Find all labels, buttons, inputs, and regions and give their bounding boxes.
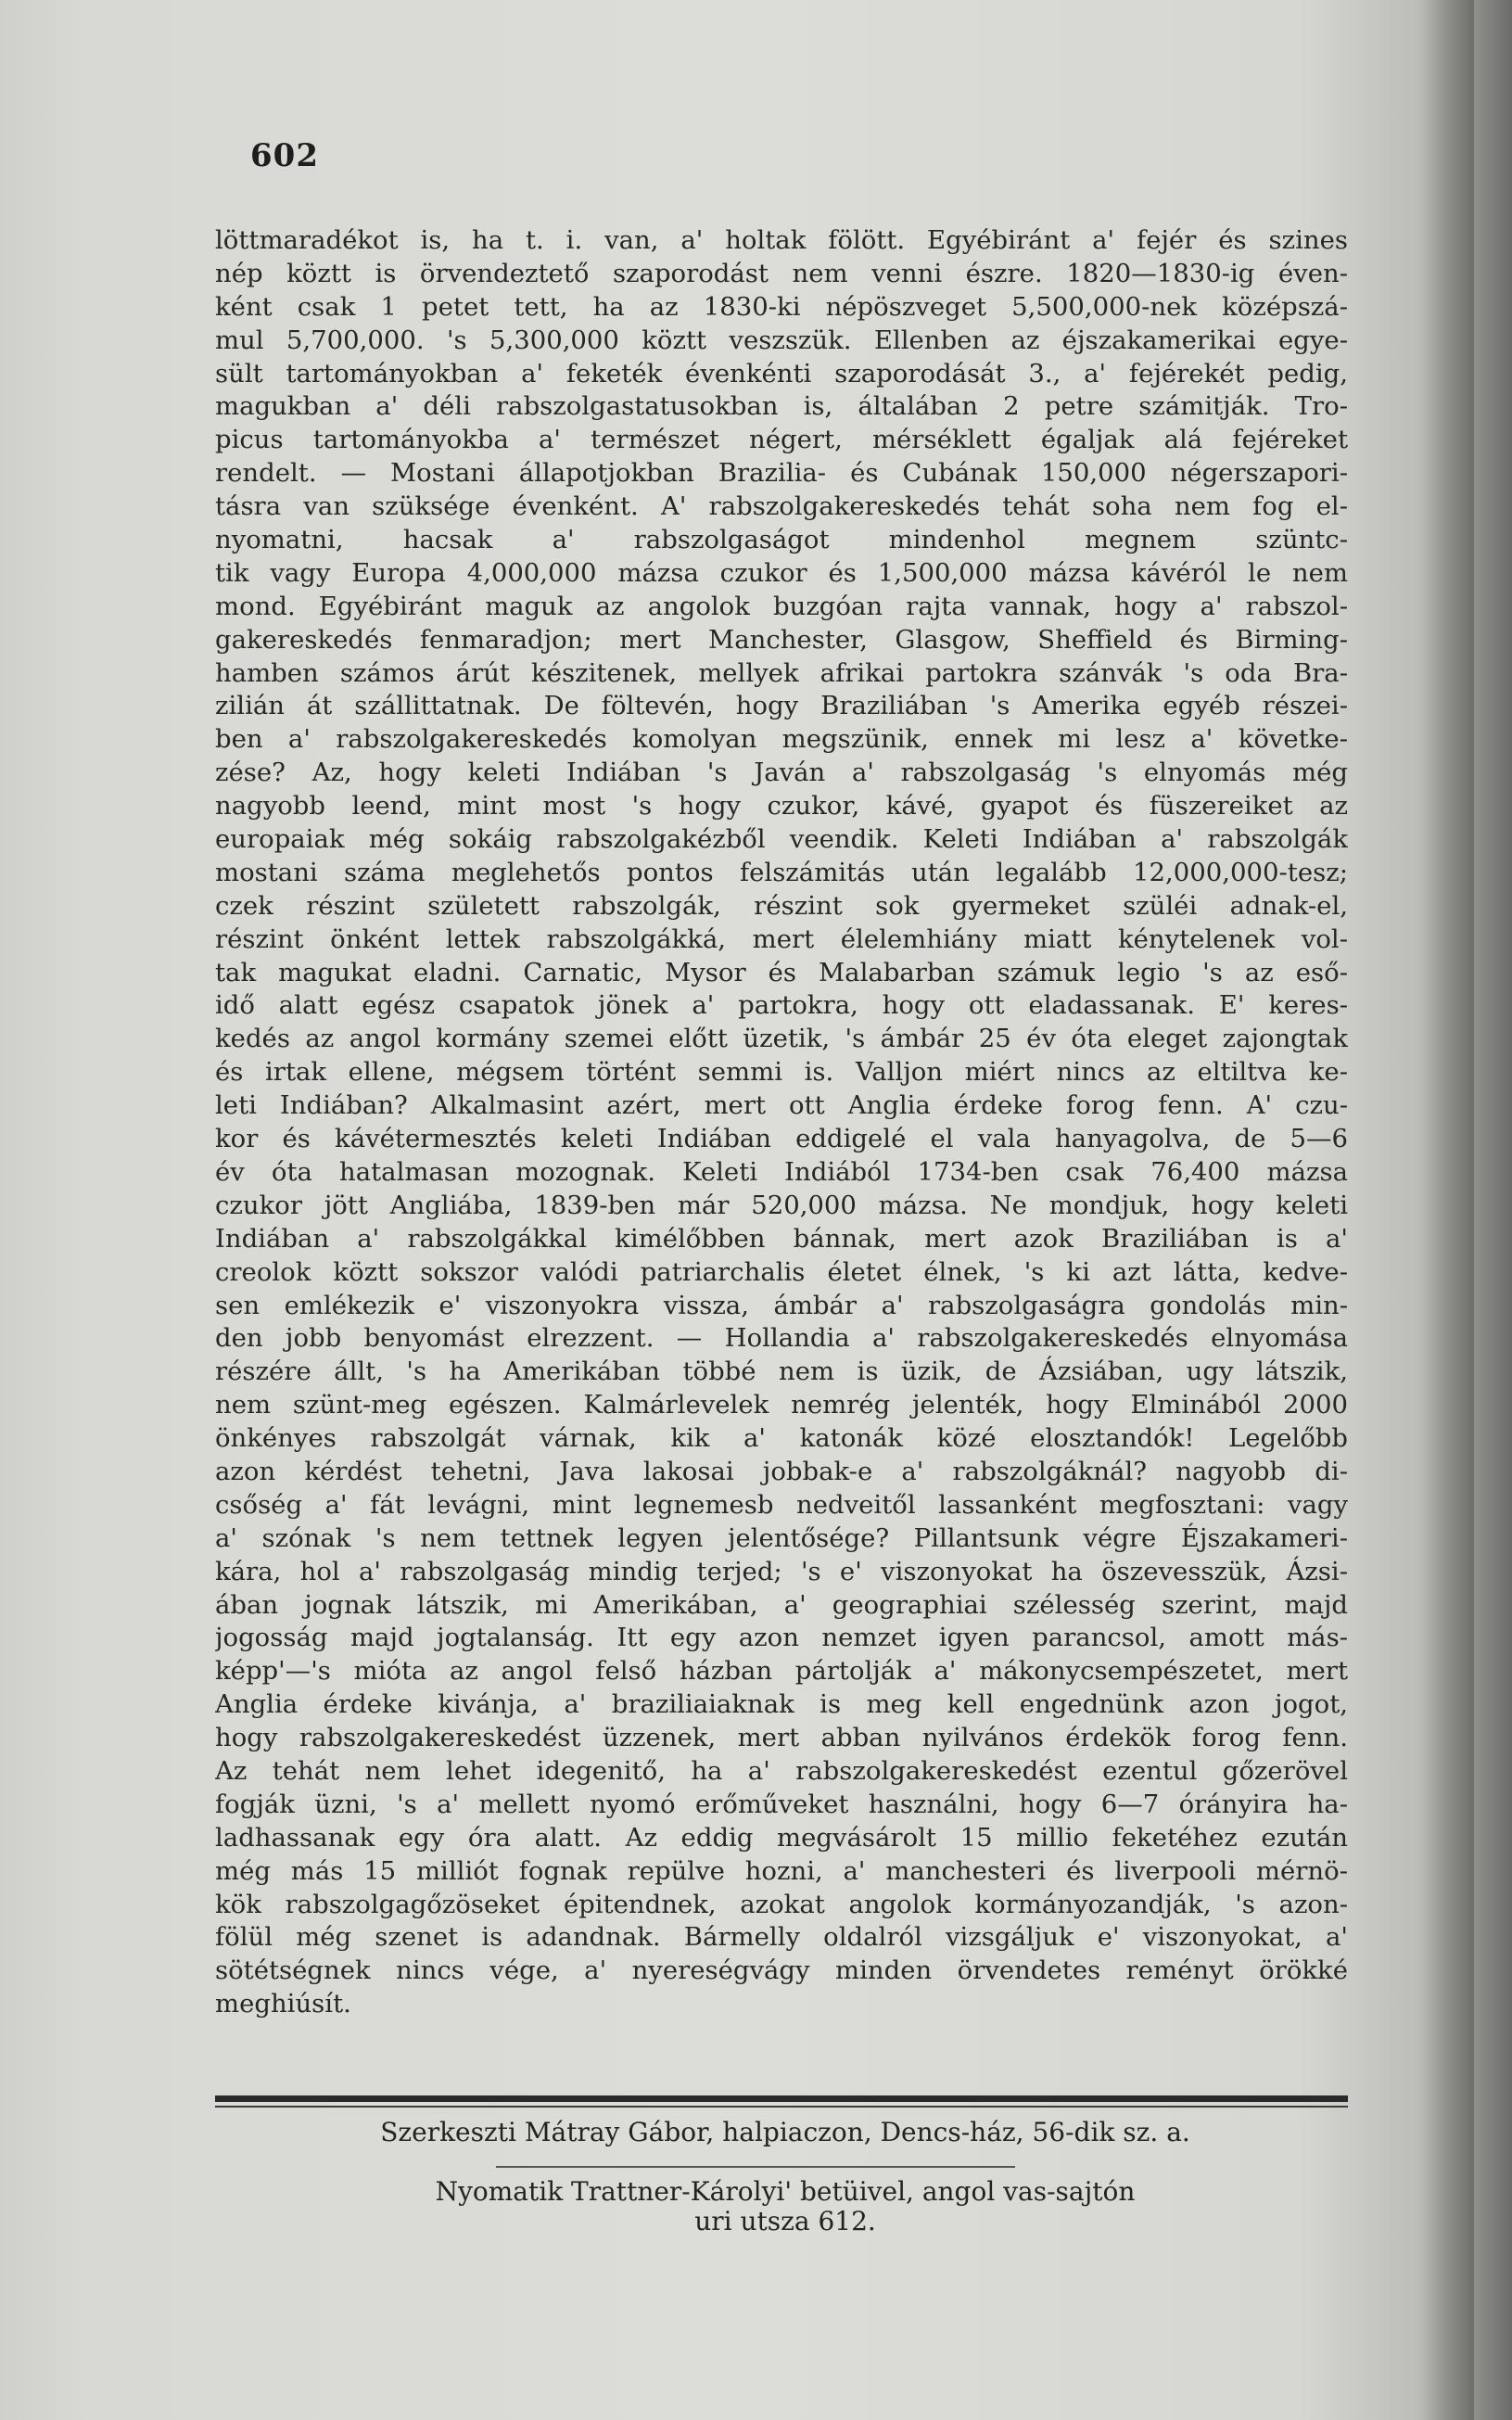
text-line: részint önként lettek rabszolgákká, mert élelemhiány miatt kénytelenek vol- [215, 923, 1348, 954]
text-line: löttmaradékot is, ha t. i. van, a' holtak fölött. Egyébiránt a' fejér és szines [215, 225, 1348, 255]
text-line: ában jognak látszik, mi Amerikában, a' geographiai szélesség szerint, majd [215, 1589, 1348, 1620]
text-line: fogják üzni, 's a' mellett nyomó erőműveket használni, hogy 6—7 órányira ha- [215, 1789, 1348, 1819]
footer-rule-thin [215, 2106, 1348, 2108]
text-line: még más 15 milliót fognak repülve hozni, a' manchesteri és liverpooli mérnö- [215, 1855, 1348, 1886]
page-fold-shadow [1423, 0, 1512, 2420]
text-line: magukban a' déli rabszolgastatusokban is, általában 2 petre számitják. Tro- [215, 391, 1348, 422]
text-line: kára, hol a' rabszolgaság mindig terjed; 's e' viszonyokat ha öszevesszük, Ázsi- [215, 1556, 1348, 1586]
text-line: ként csak 1 petet tett, ha az 1830-ki népöszveget 5,500,000-nek középszá- [215, 291, 1348, 322]
text-line: ladhassanak egy óra alatt. Az eddig megvásárolt 15 millio feketéhez ezután [215, 1822, 1348, 1853]
text-line: picus tartományokba a' természet négert, mérséklett égaljak alá fejéreket [215, 425, 1348, 455]
footer-rule-thick [215, 2095, 1348, 2102]
text-line: hogy rabszolgakereskedést üzzenek, mert abban nyilvános érdekök forog fenn. [215, 1723, 1348, 1753]
text-line: leti Indiában? Alkalmasint azért, mert ott Anglia érdeke forog fenn. A' czu- [215, 1090, 1348, 1121]
page-number: 602 [250, 137, 319, 174]
text-line: kök rabszolgagőzöseket épitendnek, azokat angolok kormányozandják, 's azon- [215, 1889, 1348, 1919]
text-line: a' szónak 's nem tettnek legyen jelentősége? Pillantsunk végre Éjszakameri- [215, 1522, 1348, 1553]
text-line: nép köztt is örvendeztető szaporodást nem venni észre. 1820—1830-ig éven- [215, 258, 1348, 288]
text-line: mond. Egyébiránt maguk az angolok buzgóan rajta vannak, hogy a' rabszol- [215, 591, 1348, 621]
imprint-separator [496, 2166, 1015, 2168]
text-line: sült tartományokban a' feketék évenkénti szaporodását 3., a' fejérekét pedig, [215, 358, 1348, 388]
text-line: csőség a' fát levágni, mint legnemesb nedveitől lassanként megfosztani: vagy [215, 1489, 1348, 1520]
text-line: europaiak még sokáig rabszolgakézből veendik. Keleti Indiában a' rabszolgák [215, 824, 1348, 855]
text-line: képp'—'s mióta az angol felső házban pártolják a' mákonycsempészetet, mert [215, 1656, 1348, 1687]
text-line: zése? Az, hogy keleti Indiában 's Javán a' rabszolgaság 's elnyomás még [215, 758, 1348, 788]
body-text [215, 224, 1348, 2021]
text-line: rendelt. — Mostani állapotjokban Brazilia- és Cubának 150,000 négerszapori- [215, 458, 1348, 489]
text-line: idő alatt egész csapatok jönek a' partokra, hogy ott eladassanak. E' keres- [215, 990, 1348, 1021]
text-line: nem szünt-meg egészen. Kalmárlevelek nemrég jelenték, hogy Elminából 2000 [215, 1390, 1348, 1420]
text-line: czek részint született rabszolgák, részint sok gyermeket szüléi adnak-el, [215, 890, 1348, 921]
text-line: jogosság majd jogtalanság. Itt egy azon nemzet igyen parancsol, amott más- [215, 1623, 1348, 1653]
text-line: creolok köztt sokszor valódi patriarchalis életet élnek, 's ki azt látta, kedve- [215, 1256, 1348, 1287]
text-line: sötétségnek nincs vége, a' nyereségvágy minden örvendetes reményt örökké [215, 1955, 1348, 1986]
text-line: önkényes rabszolgát várnak, kik a' katonák közé elosztandók! Legelőbb [215, 1423, 1348, 1454]
text-line: mostani száma meglehetős pontos felszámitás után legalább 12,000,000-tesz; [215, 857, 1348, 887]
text-line: tak magukat eladni. Carnatic, Mysor és Malabarban számuk legio 's az eső- [215, 957, 1348, 987]
text-line: Indiában a' rabszolgákkal kimélőbben bánnak, mert azok Braziliában is a' [215, 1223, 1348, 1254]
text-line: czukor jött Angliába, 1839-ben már 520,000 mázsa. Ne mondjuk, hogy keleti [215, 1190, 1348, 1220]
printer-imprint: Nyomatik Trattner-Károlyi' betüivel, angol vas-sajtón [435, 2176, 1136, 2207]
text-line: kedés az angol kormány szemei előtt üzetik, 's ámbár 25 év óta eleget zajongtak [215, 1024, 1348, 1054]
text-line: gakereskedés fenmaradjon; mert Manchester, Glasgow, Sheffield és Birming- [215, 624, 1348, 655]
text-line: sen emlékezik e' viszonyokra vissza, ámbár a' rabszolgaságra gondolás min- [215, 1290, 1348, 1320]
text-line: tásra van szüksége évenként. A' rabszolgakereskedés tehát soha nem fog el- [215, 491, 1348, 522]
editor-imprint: Szerkeszti Mátray Gábor, halpiaczon, Dencs-ház, 56-dik sz. a. [380, 2117, 1190, 2147]
text-line: ben a' rabszolgakereskedés komolyan megszünik, ennek mi lesz a' követke- [215, 724, 1348, 755]
text-line: és irtak ellene, mégsem történt semmi is. Valljon miért nincs az eltiltva ke- [215, 1057, 1348, 1088]
text-line: fölül még szenet is adandnak. Bármelly oldalról vizsgáljuk e' viszonyokat, a' [215, 1922, 1348, 1953]
text-line: meghiúsít. [215, 1989, 351, 2019]
text-line: zilián át szállittatnak. De föltevén, hogy Braziliában 's Amerika egyéb részei- [215, 691, 1348, 721]
text-line: mul 5,700,000. 's 5,300,000 köztt veszszük. Ellenben az éjszakamerikai egye- [215, 325, 1348, 355]
text-line: azon kérdést tehetni, Java lakosai jobbak-e a' rabszolgáknál? nagyobb di- [215, 1456, 1348, 1486]
text-line: hamben számos árút készitenek, mellyek afrikai partokra szánvák 's oda Bra- [215, 657, 1348, 688]
text-line: Anglia érdeke kivánja, a' braziliaiaknak is meg kell engednünk azon jogot, [215, 1689, 1348, 1720]
text-line: nyomatni, hacsak a' rabszolgaságot mindenhol megnem szüntc- [215, 525, 1348, 555]
text-line: év óta hatalmasan mozognak. Keleti Indiából 1734-ben csak 76,400 mázsa [215, 1156, 1348, 1187]
text-line: Az tehát nem lehet idegenitő, ha a' rabszolgakereskedést ezentul gőzerövel [215, 1755, 1348, 1786]
text-line: tik vagy Europa 4,000,000 mázsa czukor és 1,500,000 mázsa kávéról le nem [215, 557, 1348, 588]
printer-address: uri utsza 612. [694, 2206, 876, 2236]
text-line: kor és kávétermesztés keleti Indiában eddigelé el vala hanyagolva, de 5—6 [215, 1124, 1348, 1154]
text-line: nagyobb leend, mint most 's hogy czukor, kávé, gyapot és füszereiket az [215, 791, 1348, 822]
text-line: den jobb benyomást elrezzent. — Hollandia a' rabszolgakereskedés elnyomása [215, 1323, 1348, 1354]
text-line: részére állt, 's ha Amerikában többé nem is üzik, de Ázsiában, ugy látszik, [215, 1356, 1348, 1387]
